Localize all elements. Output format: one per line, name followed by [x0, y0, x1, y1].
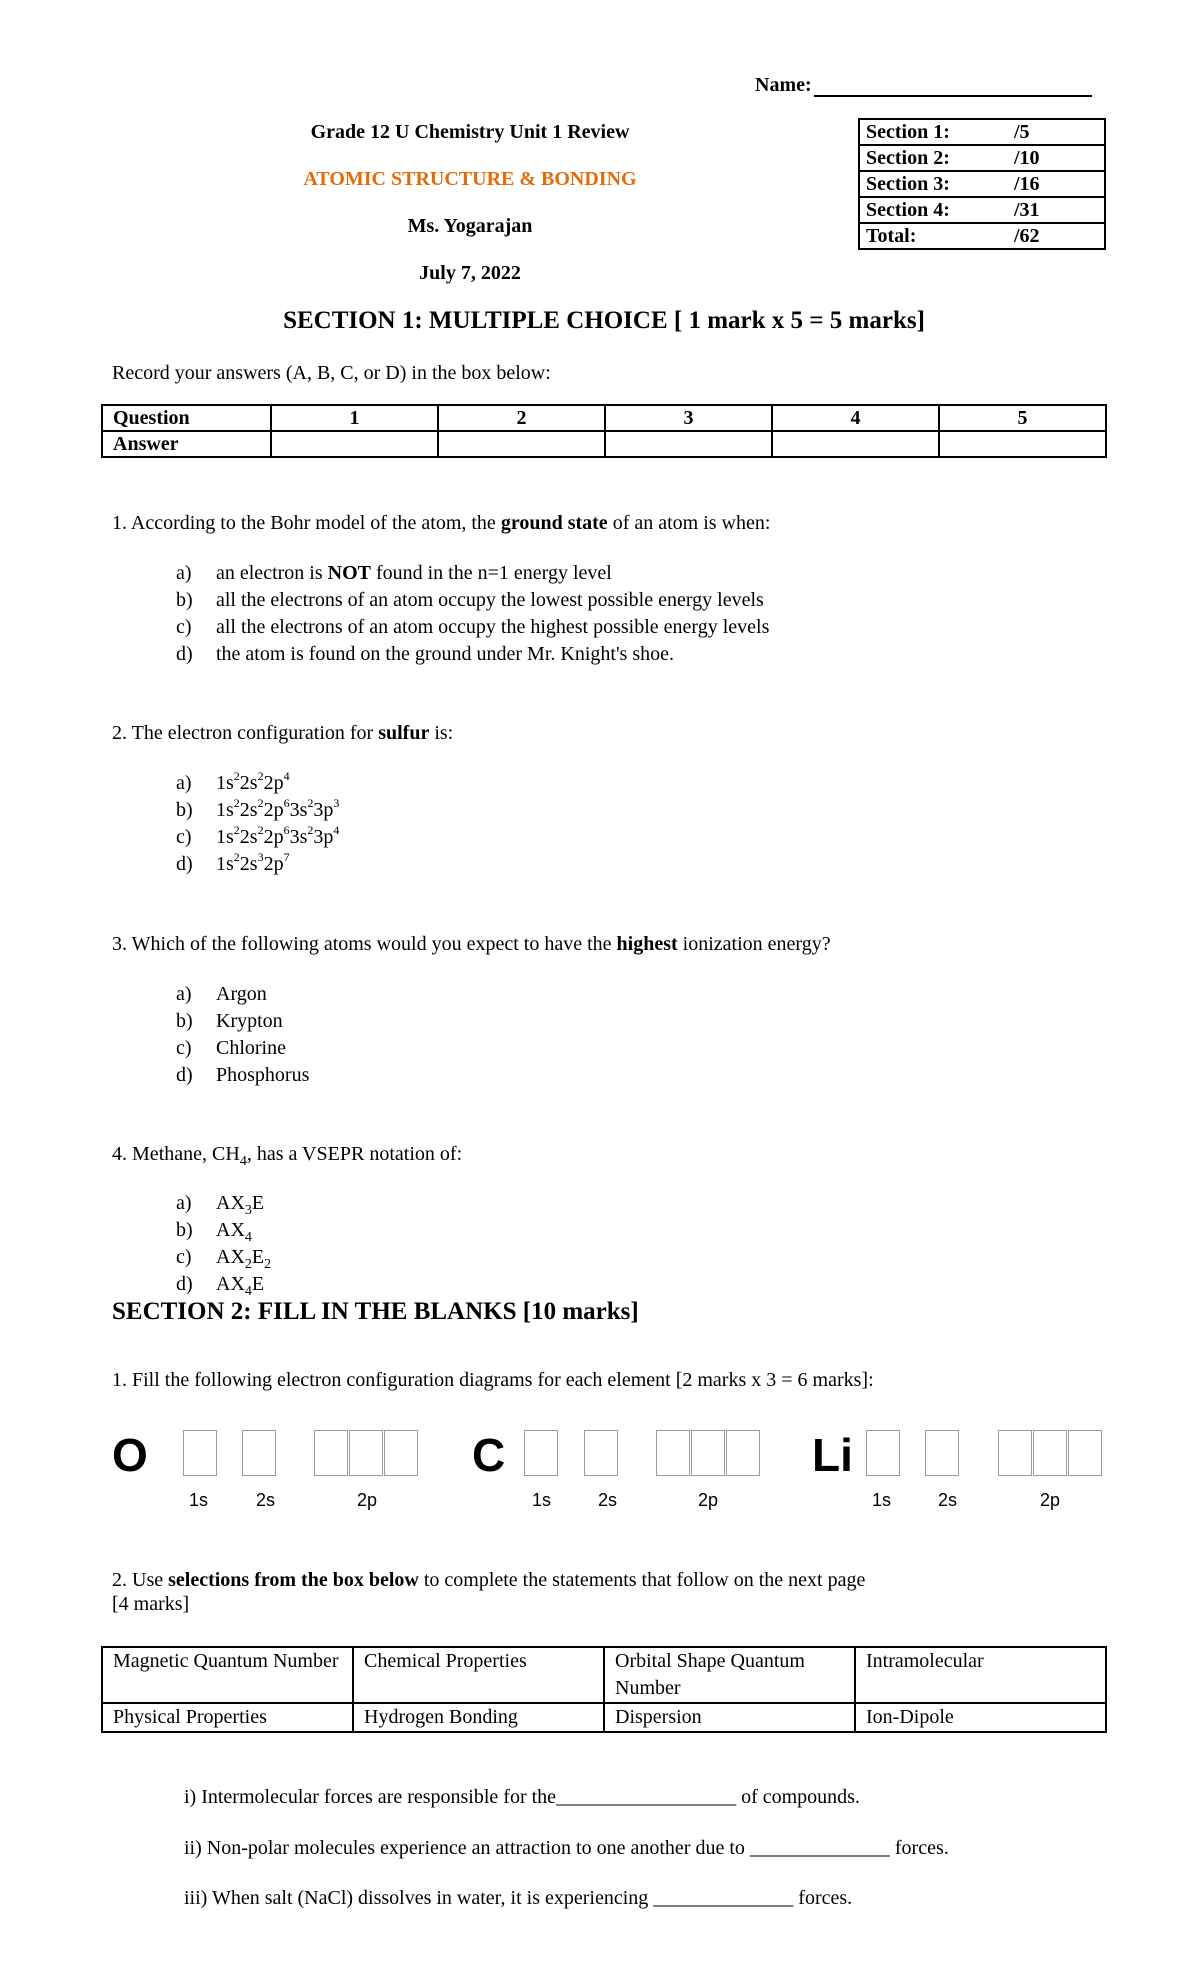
option-letter: b): [176, 589, 193, 611]
word-box-cell: Magnetic Quantum Number: [102, 1647, 353, 1703]
score-value: /31: [1014, 198, 1040, 221]
orbital-label: 1s: [872, 1490, 892, 1510]
option-config: $1s^22s^32p^7$: [216, 850, 290, 875]
option-formula: $AX_3E$: [216, 1192, 265, 1218]
orbital-box-o-2p[interactable]: [384, 1430, 418, 1476]
score-value: /62: [1014, 224, 1040, 247]
option-text: all the electrons of an atom occupy the highest possible energy levels: [216, 616, 770, 638]
answer-cell-1[interactable]: [271, 431, 438, 457]
option-text-end: found in the n=1 energy level: [370, 562, 612, 584]
question-4: [112, 1142, 463, 1169]
option-c[interactable]: [176, 614, 1076, 641]
question-1-options: [176, 560, 1076, 668]
statement-iii: [184, 1886, 852, 1910]
option-letter: c): [176, 1037, 192, 1059]
orbital-box-li-2p[interactable]: [1033, 1430, 1067, 1476]
orbital-box-c-2s[interactable]: [584, 1430, 618, 1476]
statement-blank[interactable]: ______________: [749, 1837, 890, 1859]
option-config: $1s^22s^22p^63s^23p^3$: [216, 796, 340, 821]
question-4-options: [176, 1190, 676, 1298]
score-row: [859, 197, 1105, 223]
unit-title: ATOMIC STRUCTURE & BONDING: [303, 168, 637, 190]
section2-q2-text: 2. Use: [112, 1569, 169, 1591]
section2-q2-marks: [4 marks]: [112, 1593, 190, 1615]
option-letter: d): [176, 1273, 193, 1295]
answer-table: [101, 404, 1107, 458]
question-3-text-end: ionization energy?: [677, 933, 831, 955]
section1-title: SECTION 1: MULTIPLE CHOICE [ 1 mark x 5 = 5 marks]: [283, 307, 925, 334]
question-3-options: [176, 981, 676, 1089]
word-box-cell: Intramolecular: [855, 1647, 1106, 1703]
question-2-text-end: is:: [429, 722, 454, 744]
score-table: [858, 118, 1106, 250]
course-title: Grade 12 U Chemistry Unit 1 Review: [310, 121, 630, 143]
option-c[interactable]: [176, 1244, 676, 1271]
statement-text-end: forces.: [793, 1887, 853, 1909]
question-2-options: [176, 770, 676, 878]
orbital-label: 2p: [1040, 1490, 1061, 1510]
question-1-text: 1. According to the Bohr model of the atom, the: [112, 512, 501, 534]
score-value: /16: [1014, 172, 1040, 195]
orbital-label: 1s: [189, 1490, 209, 1510]
option-d[interactable]: [176, 1271, 676, 1298]
score-row: [859, 119, 1105, 145]
option-letter: b): [176, 1219, 193, 1241]
option-text: all the electrons of an atom occupy the lowest possible energy levels: [216, 589, 764, 611]
question-number: 3: [605, 405, 772, 431]
score-value: /10: [1014, 146, 1040, 169]
word-box-cell: Physical Properties: [102, 1703, 353, 1732]
statement-text-end: of compounds.: [736, 1786, 860, 1808]
option-letter: c): [176, 1246, 192, 1268]
section1-instructions: Record your answers (A, B, C, or D) in the box below:: [112, 362, 551, 384]
option-d[interactable]: [176, 641, 1076, 668]
option-c[interactable]: [176, 824, 676, 851]
option-c[interactable]: [176, 1035, 676, 1062]
score-label: Section 4:: [866, 198, 950, 221]
teacher-name: Ms. Yogarajan: [407, 215, 533, 237]
option-a[interactable]: [176, 1190, 676, 1217]
option-letter: a): [176, 772, 192, 794]
answer-table-answer-label: Answer: [102, 431, 271, 457]
option-letter: d): [176, 853, 193, 875]
section2-question-1: 1. Fill the following electron configuration diagrams for each element [2 marks x 3 = 6 marks]:: [112, 1369, 874, 1391]
orbital-box-li-2p[interactable]: [998, 1430, 1032, 1476]
element-symbol-c: C: [472, 1429, 506, 1481]
orbital-box-c-2p[interactable]: [726, 1430, 760, 1476]
question-2-emphasis: sulfur: [378, 722, 430, 744]
statement-i: [184, 1785, 860, 1809]
option-letter: a): [176, 983, 192, 1005]
option-b[interactable]: [176, 797, 676, 824]
question-1: [112, 511, 770, 535]
option-text: Phosphorus: [216, 1064, 310, 1086]
option-formula: $AX_4$: [216, 1219, 252, 1245]
element-symbol-o: O: [112, 1429, 148, 1481]
statement-text: iii) When salt (NaCl) dissolves in water, it is experiencing: [184, 1887, 654, 1909]
answer-cell-2[interactable]: [438, 431, 605, 457]
option-config: $1s^22s^22p^4$: [216, 769, 290, 794]
orbital-box-o-1s[interactable]: [183, 1430, 217, 1476]
question-1-emphasis: ground state: [500, 512, 608, 534]
option-b[interactable]: [176, 1217, 676, 1244]
option-text: an electron is: [216, 562, 328, 584]
option-d[interactable]: [176, 851, 676, 878]
statement-text: i) Intermolecular forces are responsible for the: [184, 1786, 557, 1808]
score-row: [859, 171, 1105, 197]
orbital-box-c-1s[interactable]: [524, 1430, 558, 1476]
orbital-box-li-2s[interactable]: [925, 1430, 959, 1476]
statement-text: ii) Non-polar molecules experience an attraction to one another due to: [184, 1837, 750, 1859]
score-label: Section 1:: [866, 120, 950, 143]
section2-question-2: [112, 1568, 1072, 1616]
question-3: [112, 932, 831, 956]
score-value: /5: [1014, 120, 1030, 143]
orbital-box-o-2p[interactable]: [349, 1430, 383, 1476]
orbital-label: 2s: [256, 1490, 276, 1510]
orbital-box-o-2s[interactable]: [242, 1430, 276, 1476]
question-3-text: 3. Which of the following atoms would you expect to have the: [112, 933, 617, 955]
word-box-cell: Chemical Properties: [353, 1647, 604, 1703]
word-box-cell: Hydrogen Bonding: [353, 1703, 604, 1732]
option-emphasis: NOT: [327, 562, 371, 584]
orbital-box-li-2p[interactable]: [1068, 1430, 1102, 1476]
option-a[interactable]: [176, 770, 676, 797]
question-number: 1: [271, 405, 438, 431]
option-text: the atom is found on the ground under Mr. Knight's shoe.: [216, 643, 674, 665]
answer-cell-3[interactable]: [605, 431, 772, 457]
name-field[interactable]: [755, 74, 1092, 97]
word-box-cell: Dispersion: [604, 1703, 855, 1732]
option-formula: $AX_2E_2$: [216, 1246, 272, 1272]
option-letter: b): [176, 799, 193, 821]
score-row: [859, 145, 1105, 171]
orbital-label: 2p: [357, 1490, 378, 1510]
orbital-label: 2s: [938, 1490, 958, 1510]
score-label: Section 3:: [866, 172, 950, 195]
answer-cell-5[interactable]: [939, 431, 1106, 457]
orbital-box-c-2p[interactable]: [656, 1430, 690, 1476]
option-d[interactable]: [176, 1062, 676, 1089]
option-a[interactable]: [176, 560, 1076, 587]
option-letter: b): [176, 1010, 193, 1032]
question-4-text: 4. Methane, $CH_4$, has a VSEPR notation of:: [112, 1143, 463, 1169]
question-number: 2: [438, 405, 605, 431]
question-number: 5: [939, 405, 1106, 431]
option-formula: $AX_4E$: [216, 1273, 265, 1299]
option-letter: a): [176, 1192, 192, 1214]
question-number: 4: [772, 405, 939, 431]
answer-table-question-label: Question: [102, 405, 271, 431]
statement-blank[interactable]: ______________: [653, 1887, 794, 1909]
option-letter: d): [176, 1064, 193, 1086]
option-text: Chlorine: [216, 1037, 286, 1059]
orbital-box-o-2p[interactable]: [314, 1430, 348, 1476]
question-3-emphasis: highest: [616, 933, 678, 955]
option-letter: a): [176, 562, 192, 584]
document-date: July 7, 2022: [419, 262, 521, 284]
option-b[interactable]: [176, 1008, 676, 1035]
orbital-label: 1s: [532, 1490, 552, 1510]
option-text: Krypton: [216, 1010, 283, 1032]
question-1-text-end: of an atom is when:: [607, 512, 771, 534]
option-letter: d): [176, 643, 193, 665]
option-a[interactable]: [176, 981, 676, 1008]
orbital-label: 2p: [698, 1490, 719, 1510]
option-letter: c): [176, 616, 192, 638]
option-b[interactable]: [176, 587, 1076, 614]
word-box-table: [101, 1646, 1107, 1733]
score-label: Section 2:: [866, 146, 950, 169]
section2-title: SECTION 2: FILL IN THE BLANKS [10 marks]: [112, 1298, 639, 1325]
statement-text-end: forces.: [889, 1837, 949, 1859]
score-row: [859, 223, 1105, 249]
section2-q2-emphasis: selections from the box below: [168, 1569, 419, 1591]
name-label: Name:: [755, 74, 812, 96]
score-label: Total:: [866, 224, 917, 247]
orbital-label: 2s: [598, 1490, 618, 1510]
orbital-box-c-2p[interactable]: [691, 1430, 725, 1476]
option-text: Argon: [216, 983, 267, 1005]
word-box-cell: Orbital Shape Quantum Number: [604, 1647, 855, 1703]
orbital-box-li-1s[interactable]: [866, 1430, 900, 1476]
section2-q2-text-end: to complete the statements that follow on the next page: [418, 1569, 866, 1591]
question-2: [112, 721, 453, 745]
question-2-text: 2. The electron configuration for: [112, 722, 379, 744]
option-letter: c): [176, 826, 192, 848]
word-box-cell: Ion-Dipole: [855, 1703, 1106, 1732]
statement-blank[interactable]: __________________: [556, 1786, 737, 1808]
statement-ii: [184, 1836, 949, 1860]
element-symbol-li: Li: [812, 1429, 853, 1481]
name-blank-line[interactable]: [814, 75, 1092, 97]
answer-cell-4[interactable]: [772, 431, 939, 457]
option-config: $1s^22s^22p^63s^23p^4$: [216, 823, 340, 848]
